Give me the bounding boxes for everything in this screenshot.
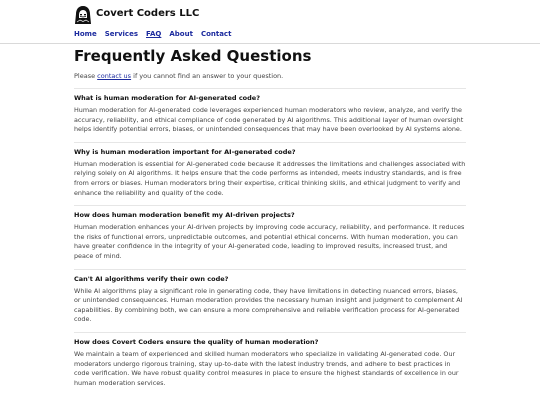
nav-faq[interactable]: FAQ	[146, 30, 162, 38]
intro-suffix: if you cannot find an answer to your question.	[131, 72, 284, 80]
hooded-figure-logo-icon[interactable]	[74, 5, 92, 25]
faq-question: What is human moderation for AI-generated code?	[74, 94, 260, 102]
site-header	[0, 0, 540, 44]
nav-contact[interactable]: Contact	[200, 30, 232, 38]
contact-us-link[interactable]: contact us	[97, 72, 132, 80]
faq-item	[74, 332, 466, 388]
faq-item	[74, 205, 466, 261]
faq-answer: While AI algorithms play a significant role in generating code, they have limitations in detecting nuanced errors, biases, or unintended consequences. Human moderation provides the necessary human insight and judgment to complement AI capabilities. By combining both, we can ensure a more comprehensive and reliable verification process for AI-generated code.	[74, 286, 463, 324]
faq-item	[74, 142, 466, 198]
brand-name[interactable]: Covert Coders LLC	[96, 8, 200, 19]
faq-question: How does Covert Coders ensure the quality of human moderation?	[74, 337, 319, 346]
faq-answer: We maintain a team of experienced and skilled human moderators who specialize in validating AI-generated code. Our moderators undergo rigorous training, stay up-to-date with the latest industry trends, and adhere to best practices in code verification. We have robust quality control measures in place to ensure the highest standards of excellence in our human moderation services.	[74, 349, 459, 387]
page-title: Frequently Asked Questions	[74, 47, 312, 65]
faq-question: Why is human moderation important for AI-generated code?	[74, 147, 296, 156]
faq-question: How does human moderation benefit my AI-driven projects?	[74, 211, 295, 220]
faq-answer: Human moderation for AI-generated code leverages experienced human moderators who review, analyze, and verify the accuracy, reliability, and ethical compliance of code generated by AI algorithms. This additional layer of human oversight helps identify potential errors, biases, or unintended consequences that may have been overlooked by AI systems alone.	[74, 106, 464, 134]
faq-item	[74, 88, 466, 135]
nav-services[interactable]: Services	[104, 30, 138, 38]
intro-text	[74, 72, 466, 81]
faq-answer: Human moderation enhances your AI-driven projects by improving code accuracy, reliability, and performance. It reduces the risks of functional errors, unpredictable outcomes, and potential ethical concerns. With human moderation, you can have greater confidence in the integrity of your AI-generated code, leading to improved results, increased trust, and peace of mind.	[74, 223, 465, 260]
faq-item	[74, 269, 466, 325]
nav-about[interactable]: About	[169, 30, 193, 38]
intro-prefix: Please	[74, 72, 98, 80]
faq-content	[74, 45, 466, 388]
faq-answer: Human moderation is essential for AI-generated code because it addresses the limitations and challenges associated with relying solely on AI algorithms. It helps ensure that the code performs as intended, meets industry standards, and is free from errors or biases. Human moderators bring their expertise, critical thinking skills, and ethical judgment to verify and enhance the reliability and quality of the code.	[74, 159, 466, 197]
main-nav	[74, 30, 231, 38]
nav-home[interactable]: Home	[74, 30, 97, 38]
faq-question: Can't AI algorithms verify their own code?	[74, 274, 229, 283]
